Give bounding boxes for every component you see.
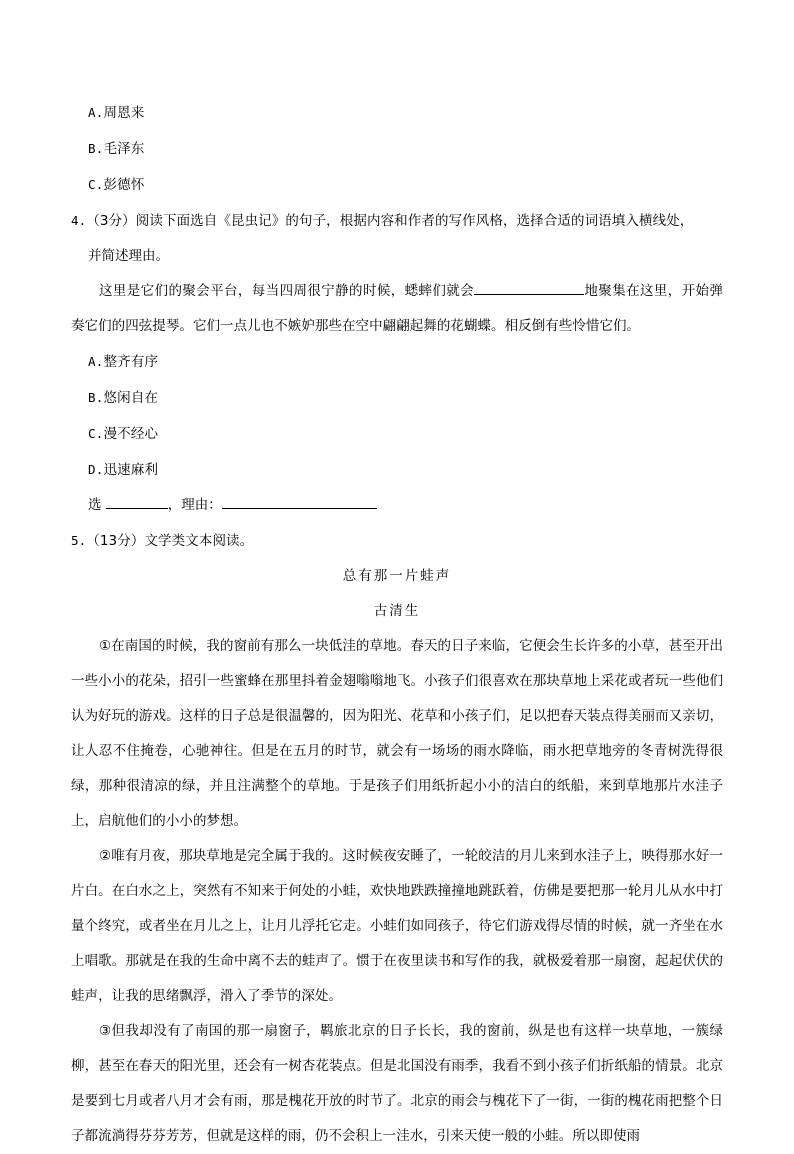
option-text: 迅速麻利 <box>103 462 159 478</box>
question-stem-text: 文学类文本阅读。 <box>144 533 254 549</box>
question-4-quote <box>71 274 723 344</box>
option-text: 彭德怀 <box>103 177 145 193</box>
article-paragraph-3: ③但我却没有了南国的那一扇窗子，羁旅北京的日子长长，我的窗前，纵是也有这样一块草地，一簇绿柳，甚至在春天的阳光里，还会有一树杏花装点。但是北国没有雨季，我看不到小孩子们折纸船的情景。北京是要到七月或者八月才会有雨，那是槐花开放的时节了。北京的雨会与槐花下了一街，一街的槐花雨把整个日子都流淌得芬芬芳芳，但就是这样的雨，仍不会积上一洼水，引来天使一般的小蛙。所以即使雨 <box>71 1023 723 1144</box>
quote-part-2: 地聚集在这里，开始弹奏它们的四弦提琴。它们一点儿也不嫉妒那些在空中翩翩起舞的花蝴蝶。相反倒有些怜惜它们。 <box>71 283 723 334</box>
answer-reason-blank[interactable] <box>222 508 377 509</box>
article-author: 古清生 <box>373 603 421 619</box>
option-label: C. <box>88 177 104 192</box>
question-number: 5. <box>71 533 87 548</box>
answer-separator-label: ，理由： <box>167 497 222 513</box>
option-text: 整齐有序 <box>103 354 159 370</box>
fill-in-blank-inline[interactable] <box>474 294 584 295</box>
question-score: （13分） <box>86 533 145 549</box>
quote-part-1: 这里是它们的聚会平台，每当四周很宁静的时候，蟋蟀们就会 <box>99 283 475 299</box>
question-4-stem-line2: 并简述理由。 <box>88 248 169 264</box>
article-paragraph-2: ②唯有月夜，那块草地是完全属于我的。这时候夜安睡了，一轮皎洁的月儿来到水洼子上，映得那水好一片白。在白水之上，突然有不知来于何处的小蛙，欢快地跌跌撞撞地跳跃着，仿佛是要把那一轮月儿从水中打量个终究，或者坐在月儿之上，让月儿浮托它走。小蛙们如同孩子，待它们游戏得尽情的时候，就一齐坐在水上唱歌。那就是在我的生命中离不去的蛙声了。惯于在夜里读书和写作的我，就极爱着那一扇窗，起起伏伏的蛙声，让我的思绪飘浮，滑入了季节的深处。 <box>71 848 723 1004</box>
option-item-q3-c[interactable] <box>71 167 723 203</box>
option-text: 悠闲自在 <box>103 390 159 406</box>
question-5-stem <box>71 523 723 559</box>
question-stem-text: 阅读下面选自《昆虫记》的句子，根据内容和作者的写作风格，选择合适的词语填入横线处， <box>135 213 694 229</box>
option-item-q4-b[interactable] <box>71 380 723 416</box>
question-score: （3分） <box>86 213 136 229</box>
article-paragraph-1: ①在南国的时候，我的窗前有那么一块低洼的草地。春天的日子来临，它便会生长许多的小草，甚至开出一些小小的花朵，招引一些蜜蜂在那里抖着金翅嗡嗡地飞。小孩子们很喜欢在那块草地上采花或者玩一些他们认为好玩的游戏。这样的日子总是很温馨的，因为阳光、花草和小孩子们，足以把春天装点得美丽而又亲切，让人忍不住掩卷，心驰神往。但是在五月的时节，就会有一场场的雨水降临，雨水把草地旁的冬青树洗得很绿，那种很清凉的绿，并且注满整个的草地。于是孩子们用纸折起小小的洁白的纸船，来到草地那片水洼子上，启航他们的小小的梦想。 <box>71 638 723 829</box>
answer-choice-blank[interactable] <box>106 508 168 509</box>
option-item-q4-d[interactable] <box>71 452 723 488</box>
option-item-q4-a[interactable] <box>71 344 723 380</box>
option-item-q3-a[interactable] <box>71 95 723 131</box>
answer-prefix-label: 选 <box>88 497 102 513</box>
option-label: A. <box>88 105 104 120</box>
question-4-stem-line1 <box>71 203 723 239</box>
article-title: 总有那一片蛙声 <box>342 568 452 584</box>
option-label: C. <box>88 426 104 441</box>
option-text: 漫不经心 <box>103 426 159 442</box>
option-item-q4-c[interactable] <box>71 416 723 452</box>
question-4-answer-line <box>71 488 723 523</box>
option-label: D. <box>88 462 104 477</box>
option-label: B. <box>88 390 104 405</box>
option-item-q3-b[interactable] <box>71 131 723 167</box>
question-number: 4. <box>71 213 87 228</box>
option-text: 周恩来 <box>103 105 145 121</box>
option-label: A. <box>88 354 104 369</box>
option-label: B. <box>88 141 104 156</box>
option-text: 毛泽东 <box>103 141 145 157</box>
